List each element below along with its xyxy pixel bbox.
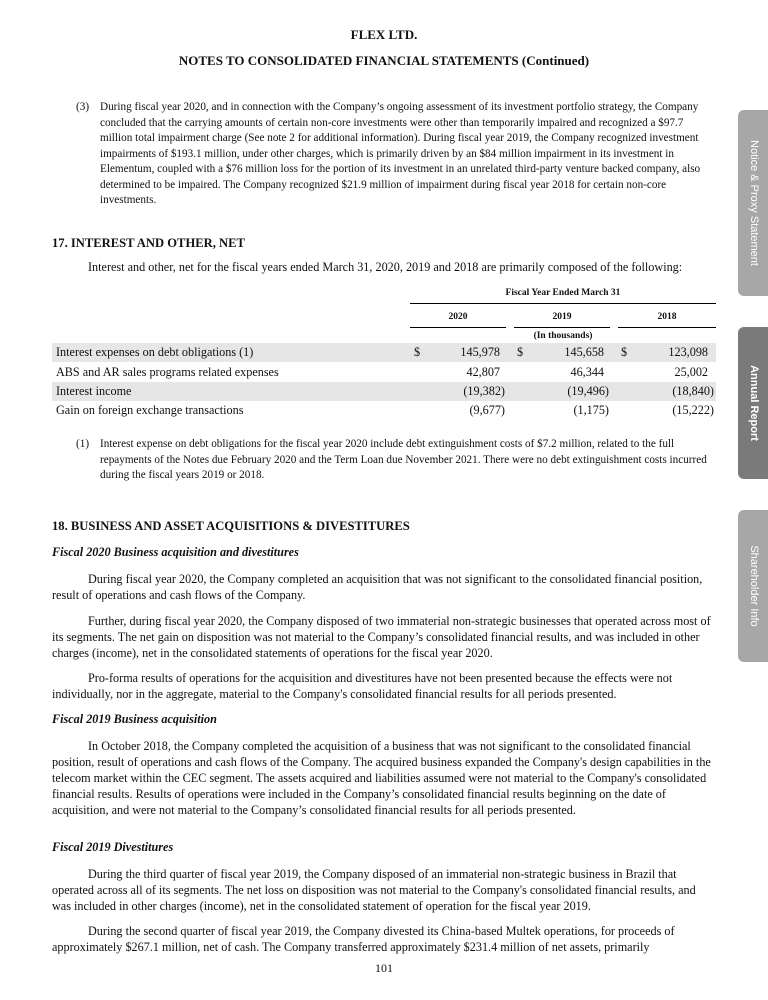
tab-label: Annual Report (748, 365, 760, 441)
tab-label: Notice & Proxy Statement (748, 140, 760, 266)
table-row (52, 343, 716, 362)
tab-notice-proxy-statement[interactable] (738, 110, 768, 296)
page-title: NOTES TO CONSOLIDATED FINANCIAL STATEMENTS (Continued) (178, 53, 590, 68)
value-2019: 145,658 (564, 345, 604, 359)
value-2020: 145,978 (460, 345, 500, 359)
company-name: FLEX LTD. (350, 27, 418, 42)
currency-symbol: $ (621, 345, 628, 359)
row-label: Interest income (56, 384, 132, 398)
footnote-3-text: During fiscal year 2020, and in connection with the Company’s ongoing assessment of its investment portfolio strategy, the Company concluded that the carrying amounts of certain non-core investments were other than temporarily impaired and recognized a $97.7 million total impairment charge (See note 2 for additional information). During fiscal year 2019, the Company recognized investment impairments of $193.1 million, under other charges, which is primarily driven by an $84 million impairment in its investment in Elementum, coupled with a $76 million loss for the portion of its investment in an unrelated third-party venture backed company, also determined to be impaired. The Company recognized $21.9 million of impairment during fiscal year 2018 for certain non-core investments. (100, 101, 701, 206)
row-label: Interest expenses on debt obligations (1) (56, 345, 254, 359)
section-17-title: 17. INTEREST AND OTHER, NET (52, 236, 245, 250)
tab-label: Shareholder Info (748, 545, 760, 627)
page-number: 101 (375, 961, 393, 975)
section-17-intro: Interest and other, net for the fiscal years ended March 31, 2020, 2019 and 2018 are primarily composed of the following: (88, 260, 683, 274)
table-units: (In thousands) (533, 331, 593, 341)
value-2019: (19,496) (567, 384, 609, 398)
footnote-1 (76, 437, 718, 484)
value-2020: (9,677) (469, 403, 505, 417)
value-2018: (18,840) (672, 384, 714, 398)
footnote-3-number: (3) (76, 101, 90, 113)
footnote-1-text: Interest expense on debt obligations for the fiscal year 2020 include debt extinguishment costs of $7.2 million, related to the full repayments of the Notes due February 2020 and the Term Loan due November 2021. There were no debt extinguishment costs incurred during the fiscal years 2019 or 2018. (100, 438, 707, 481)
value-2019: (1,175) (573, 403, 609, 417)
value-2020: 42,807 (466, 365, 500, 379)
table-row (52, 401, 716, 420)
paragraph: Further, during fiscal year 2020, the Company disposed of two immaterial non-strategic businesses that operated across most of its segments. The net gain on disposition was not material to the Company’s consolidated financial results, and was included in other charges (income), net in the consolidated statements of operations for the fiscal year 2020. (52, 614, 711, 660)
footnote-1-number: (1) (76, 438, 90, 450)
section-18-title: 18. BUSINESS AND ASSET ACQUISITIONS & DIVESTITURES (52, 519, 410, 533)
currency-symbol: $ (414, 345, 421, 359)
paragraph: During the third quarter of fiscal year 2019, the Company disposed of an immaterial non-strategic business in Brazil that operated across all of its segments. The net loss on disposition was not material to the Company's consolidated financial results, and was included in other charges (income), net in the consolidated statement of operation for the fiscal year 2019. (52, 867, 696, 913)
paragraph: During fiscal year 2020, the Company completed an acquisition that was not significant to the consolidated financial position, result of operations and cash flows of the Company. (52, 572, 703, 602)
table-row (52, 363, 716, 382)
table-year-2019: 2019 (514, 309, 610, 328)
value-2018: 123,098 (668, 345, 708, 359)
table-year-2018: 2018 (618, 309, 716, 328)
value-2018: (15,222) (672, 403, 714, 417)
table-row (52, 382, 716, 401)
row-label: Gain on foreign exchange transactions (56, 403, 244, 417)
tab-shareholder-info[interactable] (738, 510, 768, 662)
table-year-2020: 2020 (410, 309, 506, 328)
paragraph: In October 2018, the Company completed the acquisition of a business that was not significant to the consolidated financial position, result of operations and cash flows of the Company. The acquired business expanded the Company's design capabilities in the telecom market within the CEC segment. The assets acquired and liabilities assumed were not material to the Company's consolidated financial results. Results of operations were included in the Company’s consolidated financial results beginning on the date of acquisition, and were not material to the Company’s consolidated financial results for all periods presented. (52, 739, 711, 817)
table-period-header: Fiscal Year Ended March 31 (410, 285, 716, 304)
footnote-3 (76, 100, 718, 209)
fiscal-2019-acquisition-heading: Fiscal 2019 Business acquisition (52, 712, 217, 726)
paragraph: Pro-forma results of operations for the acquisition and divestitures have not been presented because the effects were not individually, nor in the aggregate, material to the Company's consolidated financial results for all periods presented. (52, 671, 673, 701)
value-2019: 46,344 (570, 365, 604, 379)
row-label: ABS and AR sales programs related expenses (56, 365, 279, 379)
value-2018: 25,002 (674, 365, 708, 379)
currency-symbol: $ (517, 345, 524, 359)
fiscal-2020-heading: Fiscal 2020 Business acquisition and divestitures (52, 545, 299, 559)
value-2020: (19,382) (463, 384, 505, 398)
tab-annual-report[interactable] (738, 327, 768, 479)
paragraph: During the second quarter of fiscal year 2019, the Company divested its China-based Multek operations, for proceeds of approximately $267.1 million, net of cash. The Company transferred approximately $231.4 million of net assets, primarily (52, 924, 675, 954)
fiscal-2019-divestitures-heading: Fiscal 2019 Divestitures (52, 840, 174, 854)
